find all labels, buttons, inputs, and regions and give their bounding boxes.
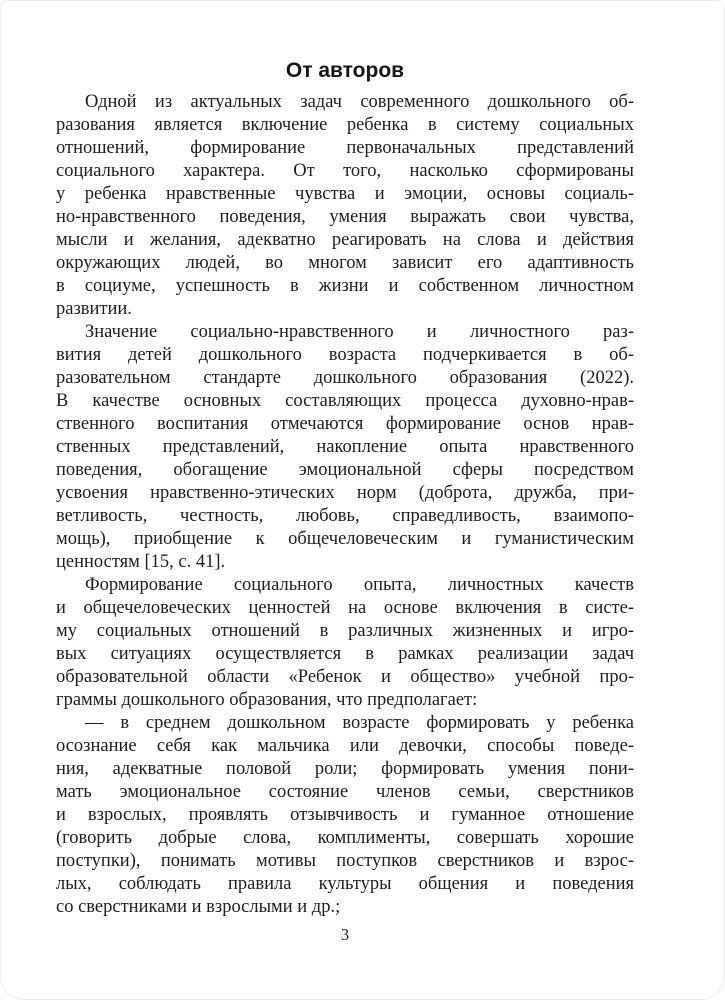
page-number: 3	[340, 925, 350, 944]
text-line: образовательной области «Ребенок и общество» учебной про-	[56, 667, 634, 687]
text-line: мать эмоциональное состояние членов семьи, сверстников	[56, 782, 634, 802]
text-line: лых, соблюдать правила культуры общения и поведения	[56, 874, 634, 894]
text-line: в социуме, успешность в жизни и собственном личностном	[56, 276, 634, 296]
paragraph	[56, 574, 634, 712]
text-line: и общечеловеческих ценностей на основе включения в систе-	[56, 598, 634, 618]
text-line: граммы дошкольного образования, что предполагает:	[56, 690, 478, 710]
text-line: ственного воспитания отмечаются формирование основ нрав-	[56, 414, 634, 434]
text-line: му социальных отношений в различных жизненных и игро-	[56, 621, 634, 641]
text-line: Одной из актуальных задач современного дошкольного об-	[85, 92, 634, 112]
text-line: вития детей дошкольного возраста подчеркивается в об-	[56, 345, 634, 365]
text-line: развитии.	[56, 299, 132, 319]
text-line: — в среднем дошкольном возрасте формировать у ребенка	[85, 713, 634, 733]
text-line: мысли и желания, адекватно реагировать на слова и действия	[56, 230, 634, 250]
text-line: мощь), приобщение к общечеловеческим и гуманистическим	[56, 529, 634, 549]
text-line: усвоения нравственно-этических норм (доброта, дружба, при-	[56, 483, 634, 503]
text-line: поведения, обогащение эмоциональной сферы посредством	[56, 460, 634, 480]
text-line: ветливость, честность, любовь, справедливость, взаимопо-	[56, 506, 634, 526]
chapter-title: От авторов	[285, 59, 405, 82]
text-line: но-нравственного поведения, умения выражать свои чувства,	[56, 207, 634, 227]
paragraph	[56, 91, 634, 321]
text-line: у ребенка нравственные чувства и эмоции, основы социаль-	[56, 184, 634, 204]
text-line: ния, адекватные половой роли; формировать умения пони-	[56, 759, 634, 779]
text-line: поступки), понимать мотивы поступков сверстников и взрос-	[56, 851, 634, 871]
text-line: разования является включение ребенка в систему социальных	[56, 115, 634, 135]
paragraph	[56, 712, 634, 919]
text-line: (говорить добрые слова, комплименты, совершать хорошие	[56, 828, 634, 848]
text-line: и взрослых, проявлять отзывчивость и гуманное отношение	[56, 805, 634, 825]
text-line: социального характера. От того, насколько сформированы	[56, 161, 634, 181]
text-line: отношений, формирование первоначальных представлений	[56, 138, 634, 158]
text-line: со сверстниками и взрослыми и др.;	[56, 897, 341, 917]
text-line: разовательном стандарте дошкольного образования (2022).	[56, 368, 634, 388]
text-line: осознание себя как мальчика или девочки, способы поведе-	[56, 736, 634, 756]
text-block	[56, 91, 634, 919]
paragraph	[56, 321, 634, 574]
text-line: Формирование социального опыта, личностных качеств	[85, 575, 634, 595]
text-line: Значение социально-нравственного и личностного раз-	[85, 322, 634, 342]
text-line: вых ситуациях осуществляется в рамках реализации задач	[56, 644, 634, 664]
text-line: окружающих людей, во многом зависит его адаптивность	[56, 253, 634, 273]
text-line: В качестве основных составляющих процесса духовно-нрав-	[56, 391, 634, 411]
text-line: ценностям [15, с. 41].	[56, 552, 226, 572]
text-line: ственных представлений, накопление опыта нравственного	[56, 437, 634, 457]
